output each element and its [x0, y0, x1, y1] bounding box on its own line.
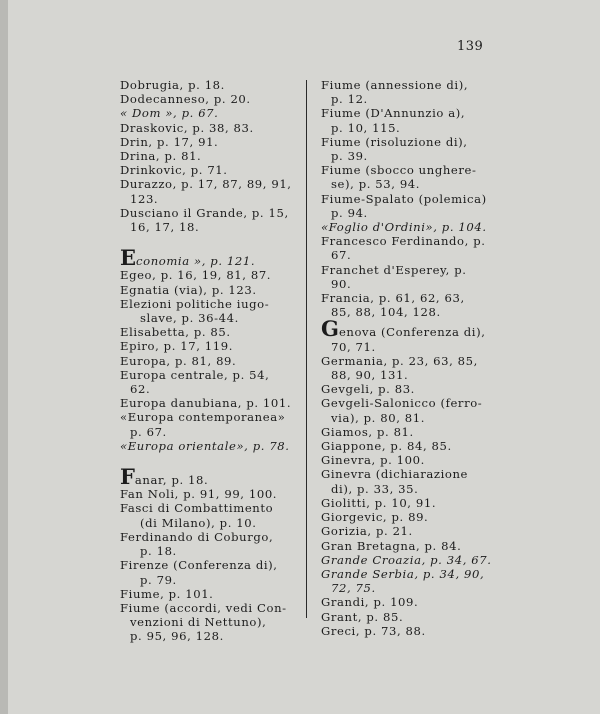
index-entry — [321, 78, 497, 106]
index-entry-line — [120, 206, 302, 220]
index-entry — [321, 453, 497, 467]
index-entry — [120, 339, 302, 353]
index-entry-text: Giappone, p. 84, 85. — [321, 439, 452, 454]
index-entry-text: 67. — [331, 248, 352, 263]
index-entry-text: Ferdinando di Coburgo, — [120, 529, 274, 544]
index-entry-text: Fiume (annessione di), — [321, 78, 469, 92]
index-entry — [120, 135, 302, 149]
index-entry-text: di), p. 33, 35. — [331, 481, 419, 496]
index-entry-text: Fan Noli, p. 91, 99, 100. — [120, 487, 278, 502]
index-entry-text: Drina, p. 81. — [120, 149, 202, 164]
index-entry — [321, 354, 497, 382]
index-entry-continuation — [321, 121, 497, 135]
index-entry-text: p. 95, 96, 128. — [130, 629, 224, 644]
index-entry — [120, 206, 302, 234]
index-entry-line — [120, 464, 302, 490]
index-entry-text: Elisabetta, p. 85. — [120, 325, 231, 340]
index-entry-continuation — [321, 482, 497, 496]
index-entry-text: Europa centrale, p. 54, — [120, 367, 270, 382]
index-entry — [321, 263, 497, 291]
index-entry-continuation — [120, 382, 302, 396]
index-entry-text: se), p. 53, 94. — [331, 177, 421, 192]
index-entry — [321, 382, 497, 396]
index-entry-line — [321, 524, 497, 538]
book-page — [8, 0, 600, 714]
index-entry-line — [321, 263, 497, 277]
index-entry-text: «Foglio d'Ordini», p. 104. — [321, 220, 487, 235]
index-entry-continuation — [321, 581, 497, 595]
index-entry-text: «Europa contemporanea» — [120, 410, 286, 425]
section-gap — [120, 453, 302, 467]
index-entry-line — [321, 539, 497, 553]
index-entry — [321, 624, 497, 638]
index-entry-text: Fiume (accordi, vedi Con- — [120, 600, 287, 615]
index-entry-text: Grande Serbia, p. 34, 90, — [321, 566, 485, 581]
index-entry-line — [120, 601, 302, 615]
index-entry-text: 85, 88, 104, 128. — [331, 305, 441, 320]
index-entry-text: slave, p. 36-44. — [140, 311, 239, 326]
index-entry-line — [120, 587, 302, 601]
index-entry-text: 90. — [331, 276, 352, 291]
index-entry-text: Giorgevic, p. 89. — [321, 510, 429, 525]
index-entry-continuation — [321, 340, 497, 354]
index-entry-text: Durazzo, p. 17, 87, 89, 91, — [120, 177, 292, 192]
index-entry-text: Firenze (Conferenza di), — [120, 558, 278, 573]
column-divider — [306, 80, 307, 618]
index-entry — [321, 539, 497, 553]
index-entry — [120, 297, 302, 325]
index-entry-line — [120, 297, 302, 311]
index-entry — [321, 192, 497, 220]
index-entry — [321, 524, 497, 538]
index-entry-text: « Dom », p. 67. — [120, 106, 219, 121]
index-entry-line — [321, 316, 497, 342]
index-entry-continuation — [120, 573, 302, 587]
index-entry-text: Germania, p. 23, 63, 85, — [321, 353, 478, 368]
index-entry-text: 70, 71. — [331, 339, 376, 354]
index-entry-line — [321, 595, 497, 609]
index-entry — [321, 439, 497, 453]
index-entry — [321, 595, 497, 609]
index-entry-line — [321, 624, 497, 638]
index-entry-continuation — [321, 149, 497, 163]
index-entry-text: 72, 75. — [331, 581, 376, 596]
index-entry — [120, 149, 302, 163]
section-initial: E — [120, 245, 137, 271]
index-entry-line — [321, 78, 497, 92]
index-entry-text: Giolitti, p. 10, 91. — [321, 495, 437, 510]
index-entry-line — [120, 410, 302, 424]
index-entry — [120, 487, 302, 501]
index-entry — [321, 135, 497, 163]
index-entry-text: Epiro, p. 17, 119. — [120, 339, 234, 354]
index-entry-continuation — [321, 368, 497, 382]
index-entry — [120, 177, 302, 205]
index-entry-continuation — [120, 220, 302, 234]
index-entry-text: Draskovic, p. 38, 83. — [120, 120, 254, 135]
index-entry-line — [120, 558, 302, 572]
index-entry-text: Egnatia (via), p. 123. — [120, 282, 257, 297]
index-entry-text: p. 12. — [331, 92, 368, 107]
index-entry-line — [120, 268, 302, 282]
index-entry — [321, 496, 497, 510]
index-entry-line — [120, 487, 302, 501]
index-entry-line — [321, 396, 497, 410]
index-entry-line — [321, 291, 497, 305]
index-entry-line — [321, 106, 497, 120]
index-entry-text: Dobrugia, p. 18. — [120, 78, 225, 92]
index-entry-text: Grande Croazia, p. 34, 67. — [321, 552, 492, 567]
index-entry-line — [321, 510, 497, 524]
index-entry-text: «Europa orientale», p. 78. — [120, 438, 290, 453]
index-entry-continuation — [120, 615, 302, 629]
index-entry — [120, 396, 302, 410]
index-entry-line — [120, 530, 302, 544]
index-entry-line — [120, 396, 302, 410]
index-entry — [120, 268, 302, 282]
index-entry — [321, 234, 497, 262]
index-entry-line — [120, 368, 302, 382]
index-entry-continuation — [321, 206, 497, 220]
index-entry — [120, 530, 302, 558]
index-entry-text: p. 79. — [140, 572, 177, 587]
index-entry-text: (di Milano), p. 10. — [140, 515, 257, 530]
index-entry-text: enova (Conferenza di), — [338, 325, 486, 340]
index-entry-text: 88, 90, 131. — [331, 368, 409, 383]
index-entry-line — [321, 220, 497, 234]
index-entry-text: Gran Bretagna, p. 84. — [321, 538, 462, 553]
index-entry — [120, 601, 302, 644]
index-entry — [120, 78, 302, 92]
index-entry-text: Grandi, p. 109. — [321, 595, 419, 610]
index-entry-line — [120, 78, 302, 92]
index-entry-line — [321, 425, 497, 439]
index-entry — [321, 316, 497, 354]
index-entry — [120, 410, 302, 438]
index-entry-text: Ginevra, p. 100. — [321, 453, 425, 468]
index-entry-continuation — [321, 277, 497, 291]
index-entry-continuation — [120, 425, 302, 439]
index-entry-text: Ginevra (dichiarazione — [321, 467, 468, 482]
index-column-left — [120, 78, 302, 644]
index-entry — [321, 425, 497, 439]
index-entry-line — [321, 354, 497, 368]
index-entry-line — [321, 553, 497, 567]
index-entry-text: Fasci di Combattimento — [120, 501, 274, 516]
index-entry-text: via), p. 80, 81. — [331, 410, 426, 425]
index-entry-text: Europa danubiana, p. 101. — [120, 396, 292, 411]
index-entry-text: anar, p. 18. — [134, 473, 209, 488]
index-entry-text: conomia », p. 121. — [136, 254, 256, 269]
index-entry-text: 16, 17, 18. — [130, 220, 200, 235]
index-entry-line — [321, 163, 497, 177]
index-entry — [120, 558, 302, 586]
index-entry — [120, 163, 302, 177]
index-entry-line — [321, 453, 497, 467]
index-entry-continuation — [120, 629, 302, 643]
index-entry — [321, 567, 497, 595]
index-entry-text: p. 10, 115. — [331, 120, 401, 135]
index-entry-line — [321, 135, 497, 149]
section-initial: F — [120, 464, 135, 490]
index-entry-line — [120, 439, 302, 453]
index-entry-text: p. 39. — [331, 149, 368, 164]
index-entry-continuation — [120, 192, 302, 206]
index-entry — [321, 610, 497, 624]
index-entry-text: p. 18. — [140, 544, 177, 559]
index-entry-text: p. 94. — [331, 205, 368, 220]
index-entry — [321, 510, 497, 524]
index-entry-line — [321, 234, 497, 248]
index-entry-text: Gorizia, p. 21. — [321, 524, 413, 539]
index-entry — [321, 163, 497, 191]
section-gap — [120, 234, 302, 248]
index-entry-line — [321, 496, 497, 510]
index-entry-text: venzioni di Nettuno), — [130, 615, 267, 630]
index-entry — [120, 464, 302, 490]
index-entry — [321, 553, 497, 567]
index-entry-text: 123. — [130, 191, 159, 206]
index-entry — [120, 368, 302, 396]
index-entry — [120, 587, 302, 601]
index-entry-line — [120, 135, 302, 149]
index-entry-line — [120, 163, 302, 177]
index-entry-text: Fiume-Spalato (polemica) — [321, 191, 487, 206]
index-entry-text: Fiume (D'Annunzio a), — [321, 106, 466, 121]
index-entry-continuation — [321, 92, 497, 106]
index-entry-line — [321, 567, 497, 581]
index-entry-text: Francesco Ferdinando, p. — [321, 234, 486, 249]
index-entry-line — [120, 325, 302, 339]
index-entry — [120, 92, 302, 106]
index-entry — [120, 354, 302, 368]
index-entry-continuation — [120, 516, 302, 530]
index-entry-text: Gevgeli-Salonicco (ferro- — [321, 396, 483, 411]
index-entry-line — [120, 177, 302, 191]
index-entry — [120, 325, 302, 339]
index-entry-continuation — [321, 411, 497, 425]
index-entry-text: Fiume, p. 101. — [120, 586, 214, 601]
index-entry-line — [321, 439, 497, 453]
index-entry — [120, 439, 302, 453]
index-entry-line — [120, 245, 302, 271]
section-initial: G — [321, 316, 339, 342]
index-entry-continuation — [321, 177, 497, 191]
index-entry-line — [120, 354, 302, 368]
index-entry-text: Dusciano il Grande, p. 15, — [120, 205, 289, 220]
index-entry-text: Egeo, p. 16, 19, 81, 87. — [120, 268, 272, 283]
index-entry-text: 62. — [130, 382, 151, 397]
index-entry — [321, 396, 497, 424]
index-entry — [321, 106, 497, 134]
index-entry-continuation — [321, 305, 497, 319]
index-entry-continuation — [120, 544, 302, 558]
index-entry — [120, 245, 302, 271]
index-entry-text: Elezioni politiche iugo- — [120, 296, 270, 311]
index-entry — [321, 220, 497, 234]
index-entry-text: Drinkovic, p. 71. — [120, 163, 228, 178]
index-entry-text: Francia, p. 61, 62, 63, — [321, 291, 465, 306]
index-entry-line — [321, 192, 497, 206]
index-entry-line — [120, 121, 302, 135]
index-entry-continuation — [120, 311, 302, 325]
index-entry-text: Europa, p. 81, 89. — [120, 353, 237, 368]
index-entry-continuation — [321, 248, 497, 262]
index-entry — [321, 291, 497, 319]
index-entry-line — [321, 382, 497, 396]
index-entry-text: Grant, p. 85. — [321, 609, 404, 624]
index-entry — [120, 283, 302, 297]
index-entry-text: p. 67. — [130, 424, 167, 439]
index-entry-line — [120, 501, 302, 515]
index-entry — [321, 467, 497, 495]
index-entry-text: Franchet d'Esperey, p. — [321, 262, 467, 277]
index-entry — [120, 121, 302, 135]
index-entry — [120, 106, 302, 120]
index-entry-text: Fiume (sbocco unghere- — [321, 163, 477, 178]
index-entry-text: Fiume (risoluzione di), — [321, 134, 468, 149]
index-entry-text: Giamos, p. 81. — [321, 424, 414, 439]
index-column-right — [321, 78, 497, 638]
index-entry-text: Gevgeli, p. 83. — [321, 382, 415, 397]
index-entry-line — [120, 339, 302, 353]
index-entry-line — [321, 610, 497, 624]
index-entry-line — [120, 283, 302, 297]
index-entry-line — [120, 92, 302, 106]
page-number: 139 — [457, 39, 484, 54]
index-entry — [120, 501, 302, 529]
index-entry-text: Dodecanneso, p. 20. — [120, 92, 251, 107]
index-entry-line — [321, 467, 497, 481]
index-entry-line — [120, 149, 302, 163]
index-entry-text: Drin, p. 17, 91. — [120, 134, 219, 149]
index-entry-text: Greci, p. 73, 88. — [321, 623, 426, 638]
index-entry-line — [120, 106, 302, 120]
